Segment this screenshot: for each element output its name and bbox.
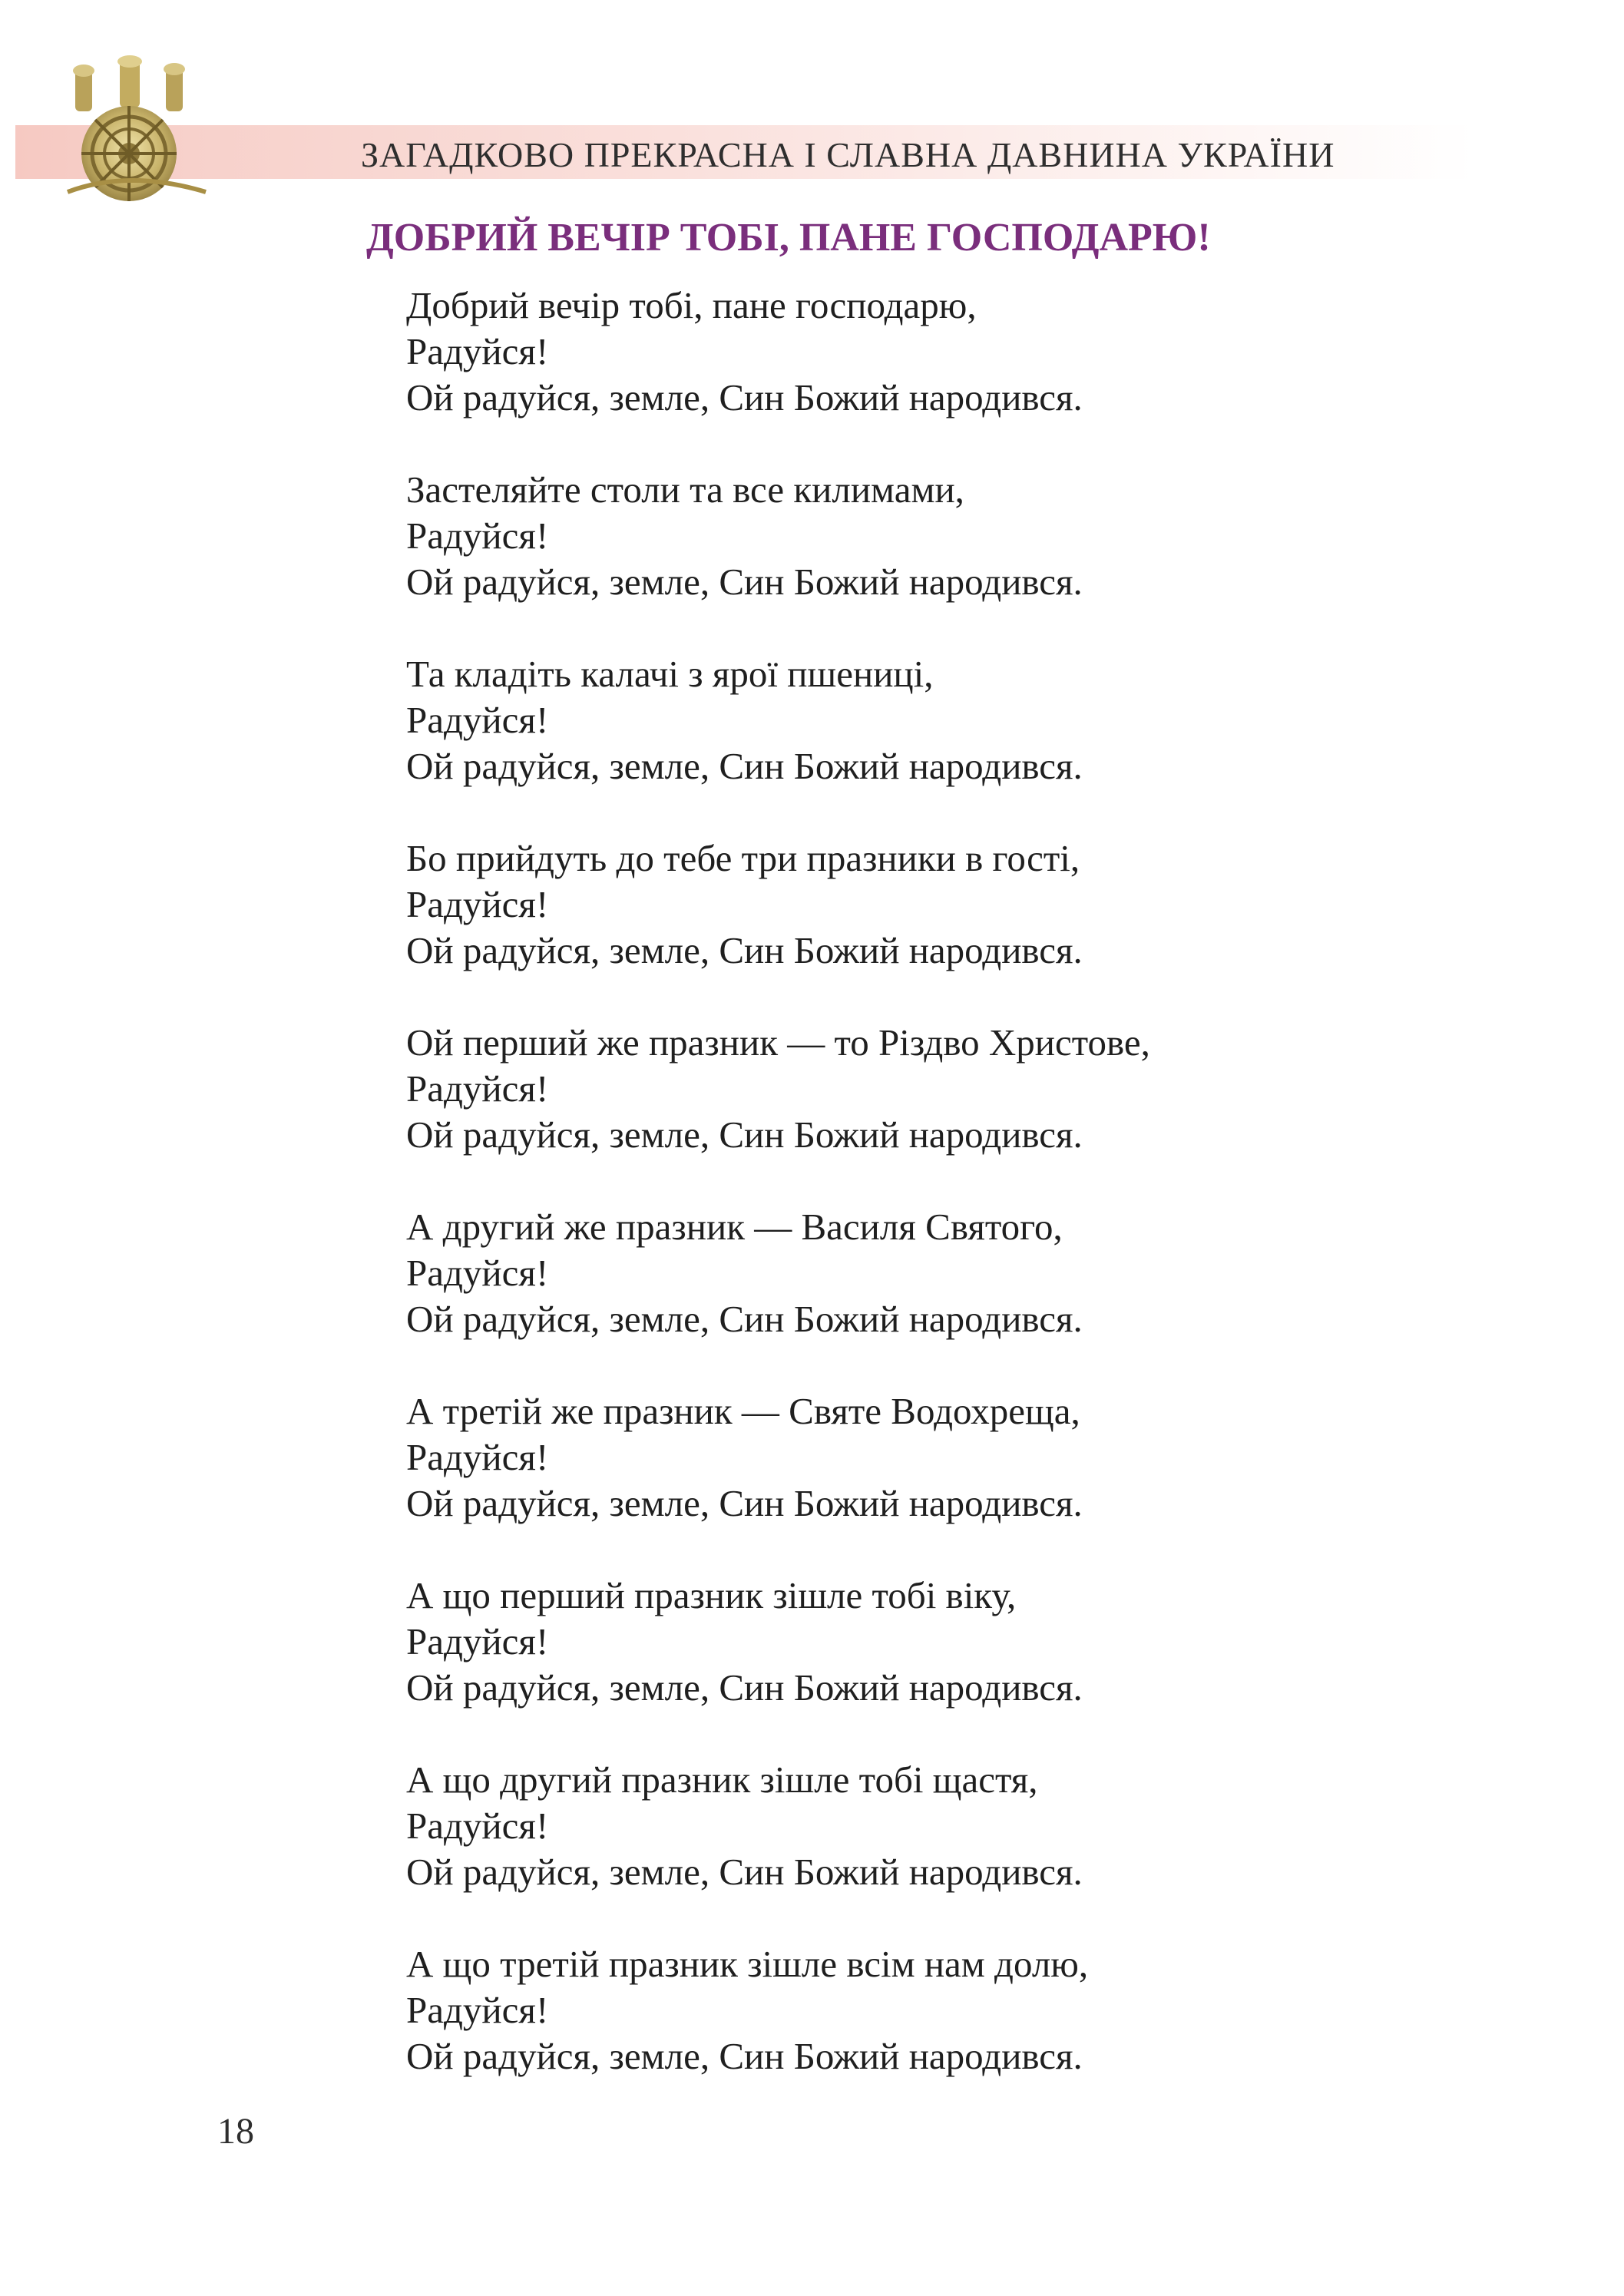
refrain-exclamation: Радуйся! xyxy=(406,1805,549,1847)
refrain-line: Ой радуйся, земле, Син Божий народився. xyxy=(406,929,1083,971)
refrain-exclamation: Радуйся! xyxy=(406,883,549,925)
stanza xyxy=(406,651,1150,789)
refrain-exclamation: Радуйся! xyxy=(406,330,549,372)
verse-line: А що третій празник зішле всім нам долю, xyxy=(406,1943,1089,1985)
refrain-line: Ой радуйся, земле, Син Божий народився. xyxy=(406,561,1083,603)
refrain-line: Ой радуйся, земле, Син Божий народився. xyxy=(406,376,1083,419)
stanza xyxy=(406,1204,1150,1342)
verse-line: А що перший празник зішле тобі віку, xyxy=(406,1574,1017,1616)
stanza xyxy=(406,283,1150,421)
verse-line: А що другий празник зішле тобі щастя, xyxy=(406,1758,1038,1801)
refrain-line: Ой радуйся, земле, Син Божий народився. xyxy=(406,1666,1083,1709)
refrain-exclamation: Радуйся! xyxy=(406,514,549,557)
refrain-line: Ой радуйся, земле, Син Божий народився. xyxy=(406,1851,1083,1893)
stanza xyxy=(406,1020,1150,1158)
refrain-line: Ой радуйся, земле, Син Божий народився. xyxy=(406,1113,1083,1156)
stanza xyxy=(406,1757,1150,1895)
verse-line: Ой перший же празник — то Різдво Христове, xyxy=(406,1021,1150,1064)
refrain-line: Ой радуйся, земле, Син Божий народився. xyxy=(406,1298,1083,1340)
refrain-line: Ой радуйся, земле, Син Божий народився. xyxy=(406,2035,1083,2077)
poem-title: ДОБРИЙ ВЕЧІР ТОБІ, ПАНЕ ГОСПОДАРЮ! xyxy=(366,216,1211,260)
stanza xyxy=(406,467,1150,605)
verse-line: А третій же празник — Святе Водохреща, xyxy=(406,1390,1080,1432)
refrain-exclamation: Радуйся! xyxy=(406,699,549,741)
page-number: 18 xyxy=(217,2111,254,2152)
stanza xyxy=(406,1388,1150,1527)
refrain-exclamation: Радуйся! xyxy=(406,1436,549,1478)
stanza xyxy=(406,1573,1150,1711)
ornamental-crown-wheel-icon xyxy=(52,54,229,207)
refrain-exclamation: Радуйся! xyxy=(406,1989,549,2031)
stanza xyxy=(406,835,1150,974)
refrain-exclamation: Радуйся! xyxy=(406,1620,549,1662)
refrain-line: Ой радуйся, земле, Син Божий народився. xyxy=(406,745,1083,787)
verse-line: Бо прийдуть до тебе три празники в гості, xyxy=(406,837,1080,879)
verse-line: Застеляйте столи та все килимами, xyxy=(406,468,964,511)
refrain-exclamation: Радуйся! xyxy=(406,1252,549,1294)
verse-line: Та кладіть калачі з ярої пшениці, xyxy=(406,653,934,695)
verse-line: А другий же празник — Василя Святого, xyxy=(406,1206,1063,1248)
poem-body xyxy=(406,283,1150,2126)
verse-line: Добрий вечір тобі, пане господарю, xyxy=(406,284,977,326)
running-header: ЗАГАДКОВО ПРЕКРАСНА І СЛАВНА ДАВНИНА УКРАЇНИ xyxy=(361,135,1335,174)
stanza xyxy=(406,1941,1150,2079)
refrain-line: Ой радуйся, земле, Син Божий народився. xyxy=(406,1482,1083,1524)
refrain-exclamation: Радуйся! xyxy=(406,1067,549,1110)
